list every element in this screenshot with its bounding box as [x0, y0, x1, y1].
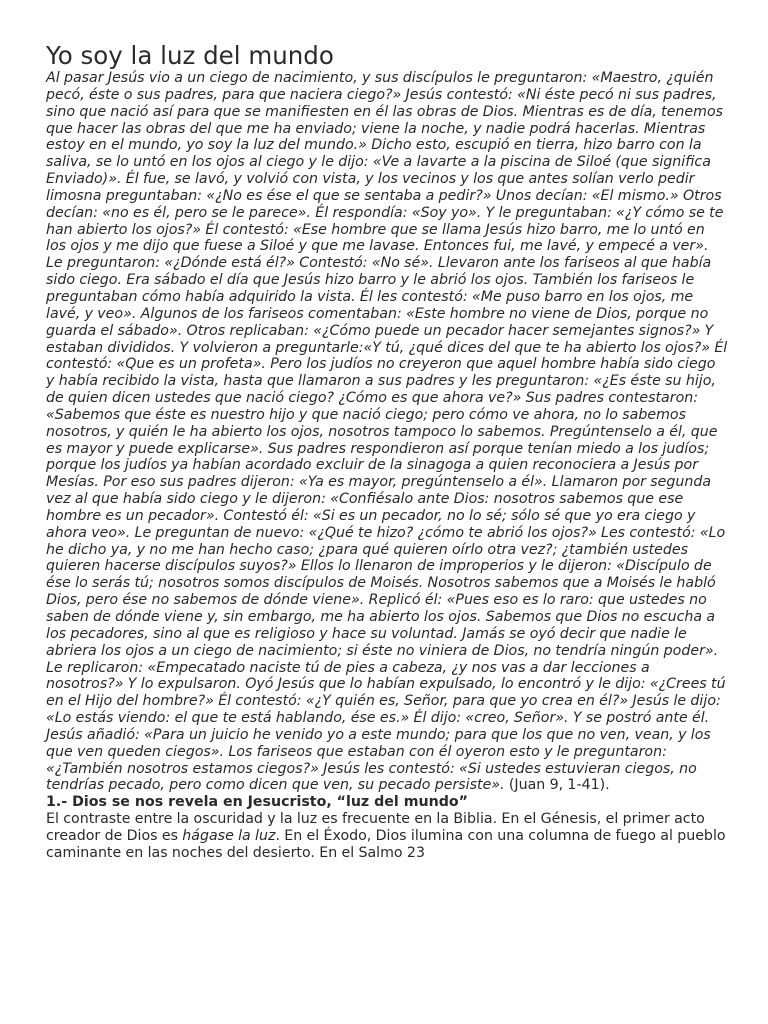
section-text-emphasis: hágase la luz	[182, 827, 276, 844]
section-paragraph	[46, 811, 728, 862]
document-title: Yo soy la luz del mundo	[46, 41, 334, 70]
section-text-part1: El contraste entre la oscuridad y la luz es frecuente en la Biblia. En el Génesis, el primer acto creador de Dios es	[46, 811, 705, 844]
section-text-part2: . En el Éxodo, Dios ilumina con una columna de fuego al pueblo caminante en las noches del desierto. En el Salmo 23	[46, 827, 726, 861]
section-heading: 1.- Dios se nos revela en Jesucristo, “luz del mundo”	[46, 794, 468, 811]
scripture-citation: (Juan 9, 1-41).	[504, 777, 610, 794]
gospel-text: Al pasar Jesús vio a un ciego de nacimiento, y sus discípulos le preguntaron: «Maestro, ¿quién pecó, éste o sus padres, para que naciera ciego?» Jesús contestó: «Ni éste pecó ni sus padres, sino que nació así para que se manifiesten en él las obras de Dios. Mientras es de día, tenemos que hacer las obras del que me ha enviado; viene la noche, y nadie podrá hacerlas. Mientras estoy en el mundo, yo soy la luz del mundo.» Dicho esto, escupió en tierra, hizo barro con la saliva, se lo untó en los ojos al ciego y le dijo: «Ve a lavarte a la piscina de Siloé (que significa Enviado)». Él fue, se lavó, y volvió con vista, y los vecinos y los que antes solían verlo pedir limosna preguntaban: «¿No es ése el que se sentaba a pedir?» Unos decían: «El mismo.» Otros decían: «no es él, pero se le parece». Él respondía: «Soy yo». Y le preguntaban: «¿Y cómo se te han abierto los ojos?» Él contestó: «Ese hombre que se llama Jesús hizo barro, me lo untó en los ojos y me dijo que fuese a Siloé y que me lavase. Entonces fui, me lavé, y empecé a ver». Le preguntaron: «¿Dónde está él?» Contestó: «No sé». Llevaron ante los fariseos al que había sido ciego. Era sábado el día que Jesús hizo barro y le abrió los ojos. También los fariseos le preguntaban cómo había adquirido la vista. Él les contestó: «Me puso barro en los ojos, me lavé, y veo». Algunos de los fariseos comentaban: «Este hombre no viene de Dios, porque no guarda el sábado». Otros replicaban: «¿Cómo puede un pecador hacer semejantes signos?» Y estaban divididos. Y volvieron a preguntarle:«Y tú, ¿qué dices del que te ha abierto los ojos?» Él contestó: «Que es un profeta». Pero los judíos no creyeron que aquel hombre había sido ciego y había recibido la vista, hasta que llamaron a sus padres y les preguntaron: «¿Es éste su hijo, de quien dicen ustedes que nació ciego? ¿Cómo es que ahora ve?» Sus padres contestaron: «Sabemos que éste es nuestro hijo y que nació ciego; pero cómo ve ahora, no lo sabemos nosotros, y quién le ha abierto los ojos, nosotros tampoco lo sabemos. Pregúntenselo a él, que es mayor y puede explicarse». Sus padres respondieron así porque tenían miedo a los judíos; porque los judíos ya habían acordado excluir de la sinagoga a quien reconociera a Jesús por Mesías. Por eso sus padres dijeron: «Ya es mayor, pregúntenselo a él». Llamaron por segunda vez al que había sido ciego y le dijeron: «Confiésalo ante Dios: nosotros sabemos que ese hombre es un pecador». Contestó él: «Si es un pecador, no lo sé; sólo sé que yo era ciego y ahora veo». Le preguntan de nuevo: «¿Qué te hizo? ¿cómo te abrió los ojos?» Les contestó: «Lo he dicho ya, y no me han hecho caso; ¿para qué quieren oírlo otra vez?; ¿también ustedes quieren hacerse discípulos suyos?» Ellos lo llenaron de improperios y le dijeron: «Discípulo de ése lo serás tú; nosotros somos discípulos de Moisés. Nosotros sabemos que a Moisés le habló Dios, pero ése no sabemos de dónde viene». Replicó él: «Pues eso es lo raro: que ustedes no saben de dónde viene y, sin embargo, me ha abierto los ojos. Sabemos que Dios no escucha a los pecadores, sino al que es religioso y hace su voluntad. Jamás se oyó decir que nadie le abriera los ojos a un ciego de nacimiento; si éste no viniera de Dios, no tendría ningún poder». Le replicaron: «Empecatado naciste tú de pies a cabeza, ¿y nos vas a dar lecciones a nosotros?» Y lo expulsaron. Oyó Jesús que lo habían expulsado, lo encontró y le dijo: «¿Crees tú en el Hijo del hombre?» Él contestó: «¿Y quién es, Señor, para que yo crea en él?» Jesús le dijo: «Lo estás viendo: el que te está hablando, ése es.» Él dijo: «creo, Señor». Y se postró ante él. Jesús añadió: «Para un juicio he venido yo a este mundo; para que los que no ven, vean, y los que ven queden ciegos». Los fariseos que estaban con él oyeron esto y le preguntaron: «¿También nosotros estamos ciegos?» Jesús les contestó: «Si ustedes estuvieran ciegos, no tendrías pecado, pero como dicen que ven, su pecado persiste».	[46, 70, 728, 794]
gospel-passage	[46, 70, 728, 794]
